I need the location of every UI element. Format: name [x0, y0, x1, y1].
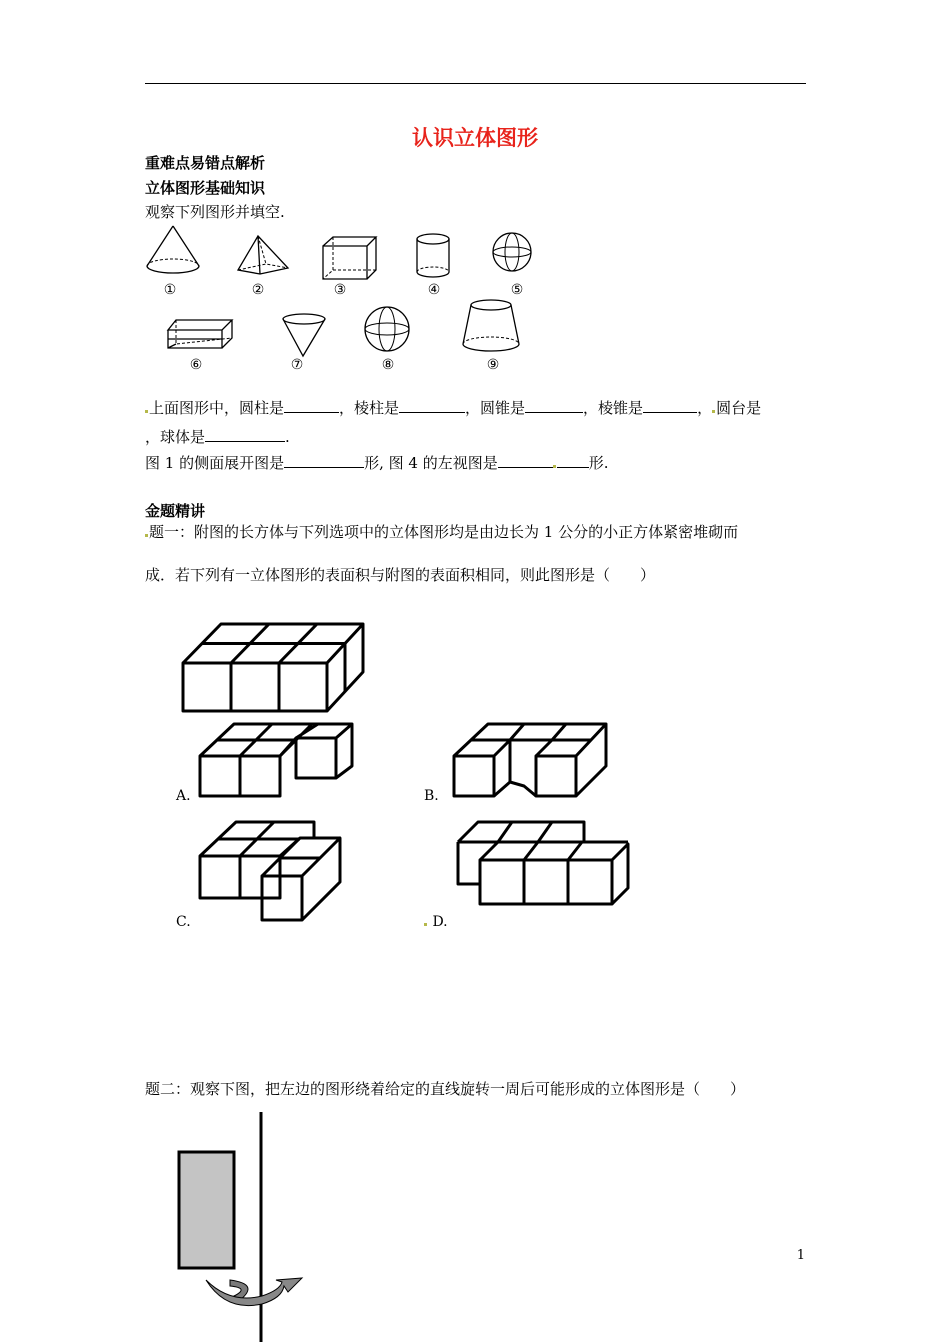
- shape-number-3: ③: [333, 282, 347, 298]
- marker-dot: [553, 465, 556, 468]
- cone-figure: [145, 224, 201, 276]
- inverted-cone-figure: [281, 312, 331, 358]
- fill-in-line-3: [145, 452, 609, 473]
- shape-number-6: ⑥: [189, 357, 203, 373]
- blank-lateral-net[interactable]: [284, 453, 364, 468]
- q1-text-line-2: 成．若下列有一立体图形的表面积与附图的表面积相同，则此图形是（ ）: [145, 566, 656, 584]
- option-d-text: D.: [432, 914, 448, 930]
- blank-left-view-a[interactable]: [498, 453, 553, 468]
- blank-prism[interactable]: [399, 398, 465, 413]
- frustum-figure: [461, 298, 521, 354]
- q1-text-line-1: [145, 521, 738, 542]
- shape-number-5: ⑤: [510, 282, 524, 298]
- rectangle-shape: [179, 1152, 234, 1268]
- fill-in-text: 图 1 的侧面展开图是: [145, 454, 285, 472]
- fill-in-text: ，球体是: [145, 428, 206, 446]
- pyramid-figure: [236, 234, 292, 276]
- cuboid-figure: [322, 236, 378, 281]
- hexagonal-prism-figure: [166, 318, 234, 354]
- fill-in-text: ，棱柱是: [339, 399, 400, 417]
- rotation-figure: [170, 1112, 310, 1344]
- blank-left-view-b[interactable]: [557, 453, 589, 468]
- marker-dot: [145, 410, 148, 413]
- marker-dot: [145, 534, 148, 537]
- fill-in-text: .: [285, 428, 290, 446]
- fill-in-text: ，棱锥是: [583, 399, 644, 417]
- fill-in-text: ，圆锥是: [465, 399, 526, 417]
- fill-in-text: ，: [697, 399, 713, 417]
- option-c-figure: [198, 820, 346, 924]
- fill-in-line-2: [145, 426, 290, 447]
- shape-number-4: ④: [427, 282, 441, 298]
- shape-number-7: ⑦: [290, 357, 304, 373]
- shape-number-1: ①: [163, 282, 177, 298]
- option-b-label: B.: [424, 788, 439, 804]
- blank-cylinder[interactable]: [284, 398, 339, 413]
- fill-in-text: 上面图形中，圆柱是: [149, 399, 285, 417]
- blank-pyramid[interactable]: [643, 398, 697, 413]
- shape-number-8: ⑧: [381, 357, 395, 373]
- q1-text: 题一：附图的长方体与下列选项中的立体图形均是由边长为 1 公分的小正方体紧密堆砌而: [149, 523, 739, 541]
- page-title: 认识立体图形: [412, 126, 538, 150]
- section-heading-gold-problems: 金题精讲: [145, 502, 206, 520]
- header-rule: [145, 83, 806, 84]
- marker-dot: [712, 410, 715, 413]
- blank-sphere[interactable]: [205, 427, 285, 442]
- q2-text: 题二：观察下图，把左边的图形绕着给定的直线旋转一周后可能形成的立体图形是（ ）: [145, 1080, 746, 1098]
- fill-in-text: 形, 图 4 的左视图是: [364, 454, 498, 472]
- section-subheading-basics: 立体图形基础知识: [145, 179, 266, 197]
- blank-cone[interactable]: [525, 398, 583, 413]
- fill-in-line-1: [145, 397, 761, 418]
- reference-cuboid-figure: [180, 622, 366, 714]
- cylinder-figure: [414, 232, 454, 280]
- shape-number-2: ②: [251, 282, 265, 298]
- instruction-text: 观察下列图形并填空.: [145, 203, 285, 221]
- option-d-figure: [454, 820, 632, 908]
- page-number: 1: [796, 1248, 805, 1263]
- section-heading-key-points: 重难点易错点解析: [145, 154, 266, 172]
- marker-dot: [424, 923, 427, 926]
- option-a-label: A.: [176, 788, 191, 804]
- sphere-figure-2: [363, 306, 413, 352]
- sphere-figure: [491, 232, 535, 272]
- option-c-label: C.: [176, 914, 191, 930]
- option-b-figure: [452, 720, 610, 800]
- shape-number-9: ⑨: [486, 357, 500, 373]
- option-d-label: [424, 914, 448, 930]
- fill-in-text: 形.: [588, 454, 609, 472]
- fill-in-text: 圆台是: [716, 399, 762, 417]
- option-a-figure: [198, 720, 356, 800]
